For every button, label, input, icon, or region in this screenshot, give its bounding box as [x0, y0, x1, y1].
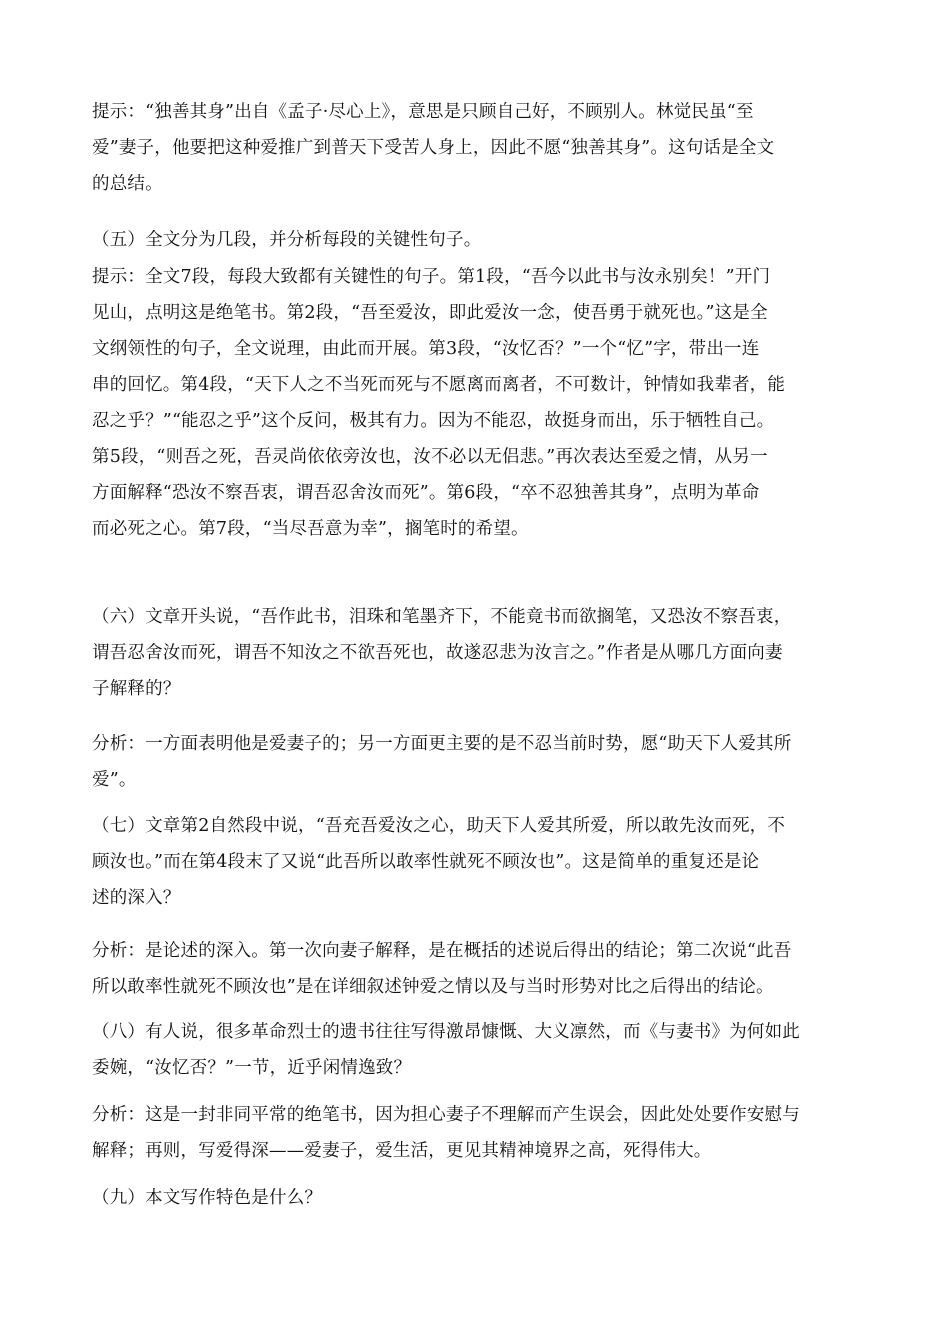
text-line: 提示：全文7段，每段大致都有关键性的句子。第1段，“吾今以此书与汝永别矣！”开门 [92, 267, 771, 287]
text-line: （五）全文分为几段，并分析每段的关键性句子。 [92, 230, 482, 250]
question-7 [92, 808, 864, 916]
question-8 [92, 1014, 864, 1086]
text-line: 解释；再则，写爱得深——爱妻子，爱生活，更见其精神境界之高，死得伟大。 [92, 1141, 712, 1161]
text-line: 爱”妻子，他要把这种爱推广到普天下受苦人身上，因此不愿“独善其身”。这句话是全文 [92, 138, 775, 158]
text-line: 分析：是论述的深入。第一次向妻子解释，是在概括的述说后得出的结论；第二次说“此吾 [92, 941, 792, 961]
question-6 [92, 599, 864, 707]
text-line: 串的回忆。第4段，“天下人之不当死而死与不愿离而离者，不可数计，钟情如我辈者，能 [92, 375, 786, 395]
text-line: 忍之乎？”“能忍之乎”这个反问，极其有力。因为不能忍，故挺身而出，乐于牺牲自己。 [92, 411, 775, 431]
analysis-7 [92, 933, 864, 1005]
text-line: 的总结。 [92, 174, 163, 194]
text-line: （九）本文写作特色是什么？ [92, 1188, 323, 1208]
text-line: 文纲领性的句子，全文说理，由此而开展。第3段，“汝忆否？”一个“忆”字，带出一连 [92, 339, 760, 359]
text-line: 第5段，“则吾之死，吾灵尚依依旁汝也，汝不必以无侣悲。”再次表达至爱之情，从另一 [92, 447, 768, 467]
text-line: 分析：这是一封非同平常的绝笔书，因为担心妻子不理解而产生误会，因此处处要作安慰与 [92, 1105, 800, 1125]
text-line: 述的深入？ [92, 888, 181, 908]
hint-paragraph-summary [92, 94, 864, 202]
text-line: 顾汝也。”而在第4段末了又说“此吾所以敢率性就死不顾汝也”。这是简单的重复还是论 [92, 852, 760, 872]
analysis-8 [92, 1097, 864, 1169]
text-line: 所以敢率性就死不顾汝也”是在详细叙述钟爱之情以及与当时形势对比之后得出的结论。 [92, 977, 774, 997]
text-line: （六）文章开头说，“吾作此书，泪珠和笔墨齐下，不能竟书而欲搁笔，又恐汝不察吾衷， [92, 607, 792, 627]
text-line: 方面解释“恐汝不察吾衷，谓吾忍舍汝而死”。第6段，“卒不忍独善其身”，点明为革命 [92, 483, 760, 503]
hint-paragraph-structure [92, 259, 864, 547]
text-line: 提示：“独善其身”出自《孟子·尽心上》，意思是只顾自己好，不顾别人。林觉民虽“至 [92, 102, 754, 122]
question-9 [92, 1180, 864, 1216]
text-line: 爱”。 [92, 770, 137, 790]
question-5 [92, 222, 864, 258]
analysis-6 [92, 726, 864, 798]
text-line: 谓吾忍舍汝而死，谓吾不知汝之不欲吾死也，故遂忍悲为汝言之。”作者是从哪几方面向妻 [92, 643, 783, 663]
text-line: 分析：一方面表明他是爱妻子的；另一方面更主要的是不忍当前时势，愿“助天下人爱其所 [92, 734, 792, 754]
text-line: 委婉，“汝忆否？”一节，近乎闲情逸致？ [92, 1058, 412, 1078]
text-line: （七）文章第2自然段中说，“吾充吾爱汝之心，助天下人爱其所爱，所以敢先汝而死，不 [92, 816, 786, 836]
text-line: （八）有人说，很多革命烈士的遗书往往写得激昂慷慨、大义凛然，而《与妻书》为何如此 [92, 1022, 800, 1042]
text-line: 见山，点明这是绝笔书。第2段，“吾至爱汝，即此爱汝一念，使吾勇于就死也。”这是全 [92, 303, 768, 323]
text-line: 子解释的？ [92, 679, 181, 699]
text-line: 而必死之心。第7段，“当尽吾意为幸”，搁笔时的希望。 [92, 519, 529, 539]
